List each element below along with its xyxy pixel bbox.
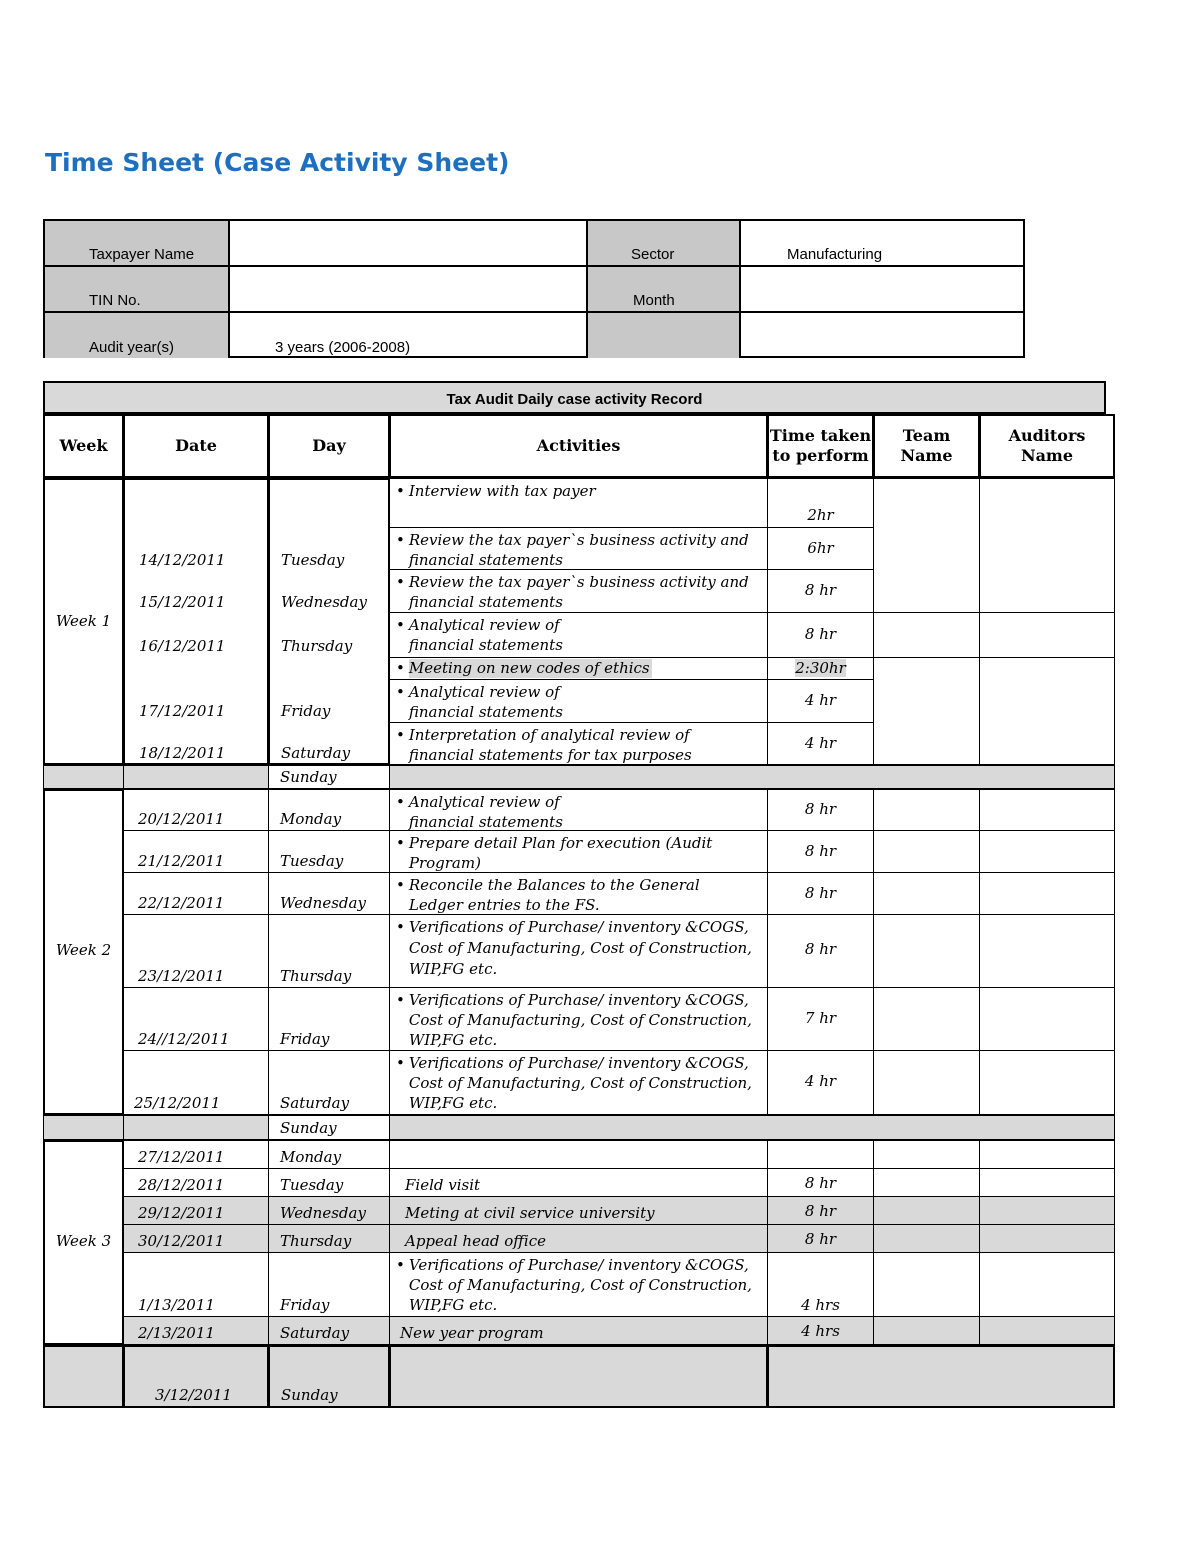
date: 2/13/2011 [138,1324,215,1342]
team-name-cell[interactable] [873,1050,980,1115]
auditors-name-cell[interactable] [979,872,1115,915]
day-cell [268,1252,390,1317]
activity-text: Verifications of Purchase/ inventory &COGS, Cost of Manufacturing, Cost of Construction, WIP,FG etc. [408,991,752,1049]
day: Friday [280,1030,330,1048]
time-cell [767,1252,874,1317]
activity-cell [389,1168,768,1197]
team-name-cell[interactable] [873,789,980,831]
month-label-cell [588,267,741,311]
day: Friday [281,702,331,720]
date-cell [123,1168,269,1197]
activity-text: Review the tax payer`s business activity and financial statements [408,573,749,611]
day: Friday [280,1296,330,1314]
activity-cell [389,1140,768,1169]
blank-row-cell [767,1345,1115,1408]
time-value: 4 hr [804,691,837,709]
date: 3/12/2011 [155,1386,232,1404]
activity-cell: • Analytical review of financial statements [389,789,768,831]
day-cell [268,1345,390,1408]
day-cell [268,830,390,873]
day: Saturday [281,744,351,762]
day: Sunday [280,768,337,786]
team-name-cell[interactable] [873,1316,980,1345]
time-cell [767,657,874,680]
info-row-audit [45,313,1023,358]
date: 30/12/2011 [138,1232,225,1250]
date: 14/12/2011 [139,551,226,569]
week-label: Week 1 [55,612,112,630]
time-value: 8 hr [804,884,837,902]
activity-text: New year program [400,1324,544,1342]
activity-cell [389,1316,768,1345]
info-row-tin [45,267,1023,313]
day: Wednesday [280,894,366,912]
time-cell [767,914,874,988]
activity-text: Meting at civil service university [405,1204,655,1222]
time-cell [767,872,874,915]
activity-cell [389,1196,768,1225]
tin-field[interactable] [230,267,588,311]
day-cell [268,1224,390,1253]
activity-cell: • Analytical review of financial statements [389,612,768,658]
time-value: 4 hr [804,734,837,752]
time-value: 4 hrs [801,1296,840,1314]
activity-text: Reconcile the Balances to the General Ledger entries to the FS. [408,876,700,914]
sunday-blank-row [389,765,1115,789]
header-week: Week [43,414,124,478]
date: 25/12/2011 [134,1094,221,1112]
activity-cell: • Interpretation of analytical review of financial statements for tax purposes [389,722,768,765]
date-cell [123,987,269,1051]
auditors-name-cell[interactable] [979,612,1115,658]
time-value: 8 hr [804,842,837,860]
activity-text: Meeting on new codes of ethics [408,659,650,677]
activity-cell [389,1345,768,1408]
tin-label: TIN No. [89,292,141,309]
activity-cell: • Analytical review of financial statements [389,679,768,723]
date-block [123,478,269,765]
week-cell-blank [43,1345,124,1408]
team-name-cell[interactable] [873,1140,980,1169]
time-cell [767,987,874,1051]
info-row-taxpayer [45,221,1023,267]
day: Saturday [280,1094,350,1112]
activity-text: Interview with tax payer [408,482,596,500]
time-value: 4 hr [804,1072,837,1090]
day: Tuesday [280,1176,344,1194]
activity-cell: • Reconcile the Balances to the General Ledger entries to the FS. [389,872,768,915]
activity-cell: • Verifications of Purchase/ inventory &COGS, Cost of Manufacturing, Cost of Construction, WIP,FG etc. [389,1252,768,1317]
team-name-cell[interactable] [873,657,980,765]
activity-text: Verifications of Purchase/ inventory &COGS, Cost of Manufacturing, Cost of Construction, WIP,FG etc. [408,1054,752,1112]
day-cell [268,765,390,789]
activity-cell: • Interview with tax payer [389,478,768,528]
time-value: 2:30hr [795,659,846,677]
day: Sunday [281,1386,338,1404]
sector-label: Sector [631,246,675,263]
week-cell-blank [43,1115,124,1140]
week-label: Week 2 [55,941,112,959]
audit-year-field[interactable] [230,313,588,358]
team-name-cell[interactable] [873,987,980,1051]
activity-record-table [43,414,1115,1408]
activity-text: Verifications of Purchase/ inventory &COGS, Cost of Manufacturing, Cost of Construction, WIP,FG etc. [408,918,752,978]
time-cell [767,789,874,831]
day-cell [268,1140,390,1169]
day-cell [268,1115,390,1140]
day-cell [268,1050,390,1115]
day: Tuesday [281,551,345,569]
activity-text: Field visit [405,1176,481,1194]
time-cell [767,1050,874,1115]
audit-year-label-cell [45,313,230,358]
taxpayer-info-table [43,219,1025,358]
activity-cell: • Verifications of Purchase/ inventory &COGS, Cost of Manufacturing, Cost of Construction, WIP,FG etc. [389,914,768,988]
date: 27/12/2011 [138,1148,225,1166]
auditors-name-cell[interactable] [979,1050,1115,1115]
week-cell [43,789,124,1115]
date: 1/13/2011 [138,1296,215,1314]
time-cell [767,1168,874,1197]
time-cell [767,1316,874,1345]
header-date: Date [123,414,269,478]
auditors-name-cell[interactable] [979,1224,1115,1253]
time-value: 7 hr [804,1009,837,1027]
date-cell [123,1050,269,1115]
date: 24//12/2011 [138,1030,230,1048]
date: 29/12/2011 [138,1204,225,1222]
day-cell [268,1196,390,1225]
time-value: 8 hr [804,1174,837,1192]
date: 16/12/2011 [139,637,226,655]
day: Saturday [280,1324,350,1342]
record-title: Tax Audit Daily case activity Record [43,381,1106,414]
day-cell [268,914,390,988]
time-value: 8 hr [804,1202,837,1220]
sector-label-cell [588,221,741,265]
time-cell [767,1196,874,1225]
day-cell [268,1316,390,1345]
date: 18/12/2011 [139,744,226,762]
team-name-cell[interactable] [873,830,980,873]
sector-value: Manufacturing [787,246,883,263]
time-value: 4 hrs [801,1322,840,1340]
week-label: Week 3 [55,1232,112,1250]
header-team: Team Name [873,414,980,478]
activity-text: Analytical review of financial statements [408,683,563,721]
blank-label-cell [588,313,741,358]
taxpayer-name-label-cell [45,221,230,265]
auditors-name-cell[interactable] [979,914,1115,988]
date: 17/12/2011 [139,702,226,720]
team-name-cell[interactable] [873,1224,980,1253]
team-name-cell[interactable] [873,914,980,988]
time-value: 6hr [807,539,834,557]
day: Thursday [280,1232,352,1250]
activity-cell: • Verifications of Purchase/ inventory &COGS, Cost of Manufacturing, Cost of Construction, WIP,FG etc. [389,987,768,1051]
team-name-cell[interactable] [873,478,980,613]
header-auditors: Auditors Name [979,414,1115,478]
date: 20/12/2011 [138,810,225,828]
auditors-name-cell[interactable] [979,987,1115,1051]
time-cell [767,1224,874,1253]
date-cell [123,1140,269,1169]
date-cell [123,789,269,831]
activity-text: Interpretation of analytical review of financial statements for tax purposes [408,726,692,764]
auditors-name-cell[interactable] [979,478,1115,613]
day-cell [268,872,390,915]
activity-cell [389,1224,768,1253]
audit-year-value: 3 years (2006-2008) [275,339,411,356]
day-block [268,478,390,765]
time-cell [767,478,874,528]
sector-field[interactable] [741,221,1025,265]
audit-year-label: Audit year(s) [89,339,175,356]
blank-field[interactable] [741,313,1025,358]
activity-cell: • Review the tax payer`s business activity and financial statements [389,527,768,570]
page-title: Time Sheet (Case Activity Sheet) [45,148,510,177]
activity-text: Analytical review of financial statements [408,793,563,831]
activity-text: Prepare detail Plan for execution (Audit Program) [408,834,713,872]
time-value: 8 hr [804,625,837,643]
date-cell [123,1224,269,1253]
time-cell [767,569,874,613]
team-name-cell[interactable] [873,1196,980,1225]
time-value: 8 hr [804,581,837,599]
day: Sunday [280,1119,337,1137]
time-cell [767,612,874,658]
taxpayer-name-field[interactable] [230,221,588,265]
time-value: 2hr [807,506,834,524]
date: 23/12/2011 [138,967,225,985]
day: Thursday [280,967,352,985]
date-cell [123,1316,269,1345]
activity-text: Verifications of Purchase/ inventory &COGS, Cost of Manufacturing, Cost of Construction, WIP,FG etc. [408,1256,752,1314]
header-day: Day [268,414,390,478]
team-name-cell[interactable] [873,872,980,915]
auditors-name-cell[interactable] [979,789,1115,831]
taxpayer-name-label: Taxpayer Name [89,246,195,263]
activity-cell: • Verifications of Purchase/ inventory &COGS, Cost of Manufacturing, Cost of Construction, WIP,FG etc. [389,1050,768,1115]
time-cell [767,527,874,570]
date-cell [123,830,269,873]
day-cell [268,987,390,1051]
day: Wednesday [281,593,367,611]
time-value: 8 hr [804,1230,837,1248]
time-cell [767,1140,874,1169]
activity-cell: • Prepare detail Plan for execution (Audit Program) [389,830,768,873]
date-cell [123,1252,269,1317]
time-cell [767,679,874,723]
date-cell [123,1115,269,1140]
week-cell [43,1140,124,1345]
date-cell [123,914,269,988]
team-name-cell[interactable] [873,612,980,658]
activity-text: Analytical review of financial statements [408,616,563,654]
activity-cell: • Review the tax payer`s business activity and financial statements [389,569,768,613]
date-cell [123,765,269,789]
auditors-name-cell[interactable] [979,1168,1115,1197]
time-value: 8 hr [804,940,837,958]
date: 22/12/2011 [138,894,225,912]
day: Monday [280,810,342,828]
team-name-cell[interactable] [873,1252,980,1317]
month-label: Month [633,292,675,309]
team-name-cell[interactable] [873,1168,980,1197]
day: Monday [280,1148,342,1166]
header-activities: Activities [389,414,768,478]
activity-cell: • Meeting on new codes of ethics [389,657,768,680]
month-field[interactable] [741,267,1025,311]
date: 28/12/2011 [138,1176,225,1194]
auditors-name-cell[interactable] [979,1316,1115,1345]
day: Thursday [281,637,353,655]
week-cell-blank [43,765,124,789]
sunday-blank-row [389,1115,1115,1140]
tin-label-cell [45,267,230,311]
auditors-name-cell[interactable] [979,1252,1115,1317]
auditors-name-cell[interactable] [979,657,1115,765]
activity-text: Appeal head office [405,1232,547,1250]
day: Wednesday [280,1204,366,1222]
date-cell [123,1196,269,1225]
auditors-name-cell[interactable] [979,1196,1115,1225]
date-cell [123,1345,269,1408]
day-cell [268,1168,390,1197]
auditors-name-cell[interactable] [979,1140,1115,1169]
time-value: 8 hr [804,800,837,818]
date-cell [123,872,269,915]
time-cell [767,722,874,765]
week-cell [43,478,124,765]
date: 15/12/2011 [139,593,226,611]
date: 21/12/2011 [138,852,225,870]
header-time: Time taken to perform [767,414,874,478]
day-cell [268,789,390,831]
auditors-name-cell[interactable] [979,830,1115,873]
activity-text: Review the tax payer`s business activity and financial statements [408,531,749,569]
day: Tuesday [280,852,344,870]
time-cell [767,830,874,873]
